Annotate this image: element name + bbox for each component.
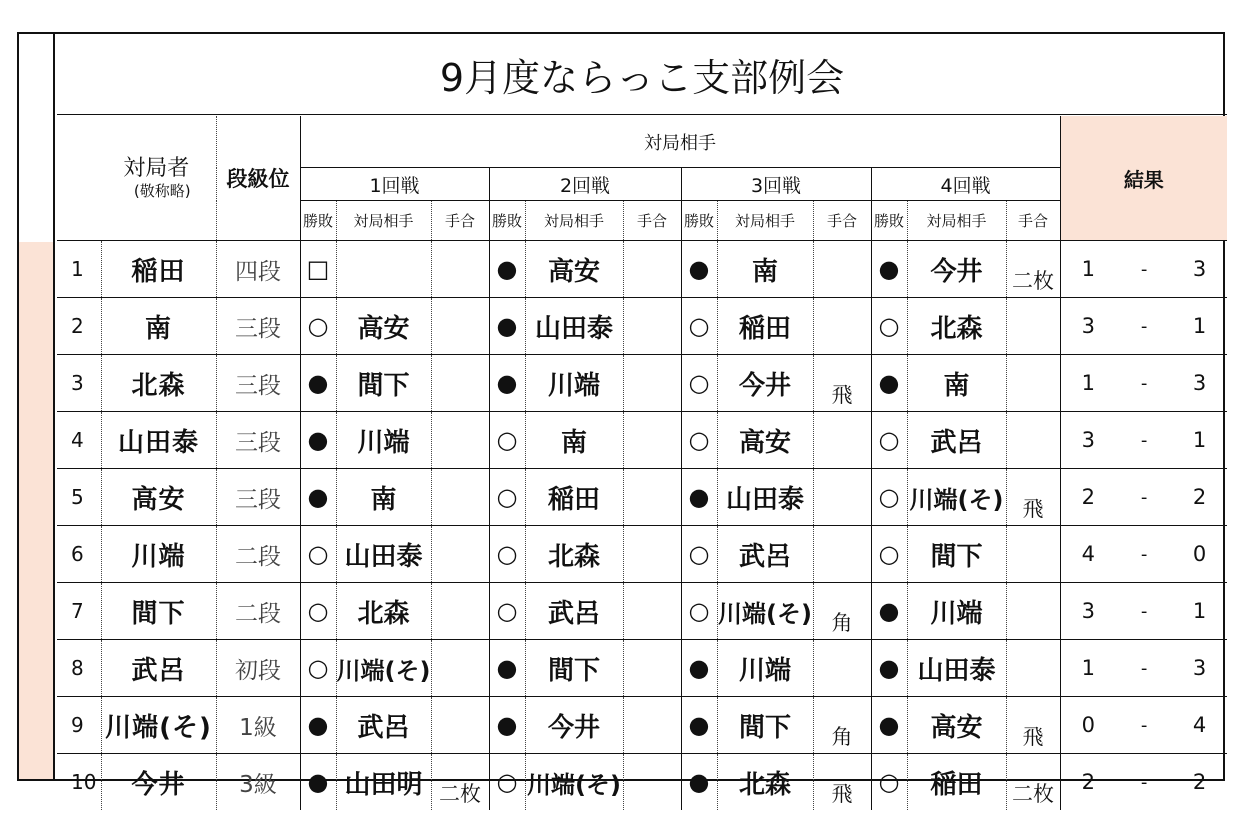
game-opponent: 今井	[525, 697, 623, 754]
score-separator: -	[1116, 754, 1172, 811]
table-row	[57, 355, 1227, 412]
player-name: 稲田	[101, 241, 216, 298]
row-number: 10	[57, 754, 101, 811]
game-handicap	[813, 526, 871, 583]
score-wins: 3	[1060, 298, 1116, 355]
game-opponent: 間下	[336, 355, 431, 412]
round-2-result-header: 勝敗	[489, 201, 525, 241]
table-row	[57, 412, 1227, 469]
score-losses: 0	[1172, 526, 1227, 583]
game-result-mark: ○	[681, 298, 717, 355]
game-result-mark: ●	[681, 697, 717, 754]
game-handicap: 飛	[813, 355, 871, 412]
player-header-label: 対局者	[123, 155, 190, 181]
score-wins: 2	[1060, 754, 1116, 811]
round-1-opponent-header: 対局相手	[336, 201, 431, 241]
game-opponent: 高安	[525, 241, 623, 298]
game-handicap	[1006, 640, 1060, 697]
left-margin-strip	[19, 34, 55, 779]
game-handicap	[431, 640, 489, 697]
game-result-mark: ○	[871, 298, 907, 355]
game-handicap	[623, 469, 681, 526]
player-rank: 三段	[216, 469, 300, 526]
score-separator: -	[1116, 697, 1172, 754]
player-name: 間下	[101, 583, 216, 640]
round-header-1: 1回戦	[300, 168, 489, 201]
results-table	[57, 116, 1227, 810]
player-rank: 三段	[216, 355, 300, 412]
row-number: 5	[57, 469, 101, 526]
player-rank: 三段	[216, 412, 300, 469]
game-result-mark: ○	[489, 469, 525, 526]
game-opponent: 武呂	[525, 583, 623, 640]
game-handicap	[813, 241, 871, 298]
game-handicap	[623, 412, 681, 469]
game-result-mark: ○	[300, 298, 336, 355]
game-opponent: 稲田	[525, 469, 623, 526]
table-row	[57, 697, 1227, 754]
game-result-mark: ●	[871, 583, 907, 640]
table-row	[57, 754, 1227, 811]
game-handicap	[431, 241, 489, 298]
game-result-mark: ○	[681, 583, 717, 640]
game-result-mark: ●	[300, 754, 336, 811]
game-opponent: 川端	[717, 640, 813, 697]
score-separator: -	[1116, 469, 1172, 526]
table-row	[57, 241, 1227, 298]
player-rank: 三段	[216, 298, 300, 355]
player-name: 今井	[101, 754, 216, 811]
game-handicap	[431, 298, 489, 355]
game-handicap	[1006, 298, 1060, 355]
scoreboard-sheet	[17, 32, 1225, 806]
game-handicap	[1006, 526, 1060, 583]
game-opponent: 南	[336, 469, 431, 526]
player-rank: 1級	[216, 697, 300, 754]
game-handicap	[431, 355, 489, 412]
score-losses: 2	[1172, 469, 1227, 526]
game-opponent: 間下	[907, 526, 1006, 583]
row-number: 2	[57, 298, 101, 355]
game-handicap	[1006, 355, 1060, 412]
score-wins: 1	[1060, 355, 1116, 412]
score-wins: 1	[1060, 241, 1116, 298]
round-1-handicap-header: 手合	[431, 201, 489, 241]
result-header: 結果	[1060, 116, 1227, 241]
game-opponent: 南	[907, 355, 1006, 412]
game-result-mark: ○	[489, 754, 525, 811]
player-rank: 3級	[216, 754, 300, 811]
score-separator: -	[1116, 241, 1172, 298]
game-handicap	[813, 412, 871, 469]
game-handicap: 飛	[1006, 697, 1060, 754]
score-losses: 4	[1172, 697, 1227, 754]
score-wins: 4	[1060, 526, 1116, 583]
game-handicap	[1006, 412, 1060, 469]
row-number: 4	[57, 412, 101, 469]
page-title: 9月度ならっこ支部例会	[57, 34, 1227, 115]
game-opponent: 南	[717, 241, 813, 298]
score-losses: 3	[1172, 640, 1227, 697]
game-handicap	[623, 526, 681, 583]
player-rank: 二段	[216, 526, 300, 583]
player-name: 武呂	[101, 640, 216, 697]
player-rank: 初段	[216, 640, 300, 697]
game-handicap: 二枚	[1006, 241, 1060, 298]
opponents-header: 対局相手	[300, 116, 1060, 168]
game-result-mark: ●	[300, 469, 336, 526]
game-opponent: 北森	[717, 754, 813, 811]
score-wins: 0	[1060, 697, 1116, 754]
round-2-opponent-header: 対局相手	[525, 201, 623, 241]
game-handicap: 飛	[1006, 469, 1060, 526]
row-number: 1	[57, 241, 101, 298]
round-3-handicap-header: 手合	[813, 201, 871, 241]
round-1-result-header: 勝敗	[300, 201, 336, 241]
score-losses: 1	[1172, 412, 1227, 469]
round-4-result-header: 勝敗	[871, 201, 907, 241]
game-handicap	[431, 412, 489, 469]
player-name: 山田泰	[101, 412, 216, 469]
game-opponent: 高安	[907, 697, 1006, 754]
player-name: 川端(そ)	[101, 697, 216, 754]
game-handicap	[431, 697, 489, 754]
game-handicap: 飛	[813, 754, 871, 811]
round-header-2: 2回戦	[489, 168, 681, 201]
game-result-mark: ●	[489, 355, 525, 412]
game-result-mark: ●	[489, 298, 525, 355]
game-result-mark: ○	[871, 469, 907, 526]
player-name: 南	[101, 298, 216, 355]
round-header-3: 3回戦	[681, 168, 871, 201]
row-number: 8	[57, 640, 101, 697]
game-handicap: 二枚	[431, 754, 489, 811]
game-opponent: 今井	[717, 355, 813, 412]
table-row	[57, 583, 1227, 640]
game-handicap	[623, 697, 681, 754]
game-result-mark: ○	[871, 526, 907, 583]
game-result-mark: ●	[489, 241, 525, 298]
player-name: 高安	[101, 469, 216, 526]
game-opponent: 今井	[907, 241, 1006, 298]
score-separator: -	[1116, 355, 1172, 412]
round-3-opponent-header: 対局相手	[717, 201, 813, 241]
game-opponent: 高安	[336, 298, 431, 355]
game-handicap	[623, 241, 681, 298]
game-result-mark: ○	[871, 754, 907, 811]
round-2-handicap-header: 手合	[623, 201, 681, 241]
game-result-mark: ●	[681, 241, 717, 298]
game-handicap	[431, 583, 489, 640]
table-body	[57, 241, 1227, 811]
game-handicap	[813, 298, 871, 355]
game-opponent: 川端	[336, 412, 431, 469]
game-handicap: 二枚	[1006, 754, 1060, 811]
game-opponent: 北森	[525, 526, 623, 583]
game-opponent: 北森	[907, 298, 1006, 355]
game-opponent: 川端	[525, 355, 623, 412]
game-handicap	[623, 583, 681, 640]
row-number: 7	[57, 583, 101, 640]
game-opponent: 山田明	[336, 754, 431, 811]
game-handicap	[623, 355, 681, 412]
table-row	[57, 298, 1227, 355]
game-result-mark: ○	[681, 355, 717, 412]
game-handicap	[813, 640, 871, 697]
score-separator: -	[1116, 640, 1172, 697]
game-result-mark: ○	[300, 640, 336, 697]
score-losses: 1	[1172, 583, 1227, 640]
game-result-mark: ●	[681, 640, 717, 697]
game-result-mark: ●	[300, 355, 336, 412]
round-3-result-header: 勝敗	[681, 201, 717, 241]
row-number: 3	[57, 355, 101, 412]
score-wins: 2	[1060, 469, 1116, 526]
game-result-mark: ○	[489, 583, 525, 640]
game-opponent: 山田泰	[525, 298, 623, 355]
row-number: 6	[57, 526, 101, 583]
game-handicap	[431, 469, 489, 526]
game-handicap: 角	[813, 583, 871, 640]
game-result-mark: ○	[489, 412, 525, 469]
game-opponent: 川端(そ)	[525, 754, 623, 811]
player-rank: 二段	[216, 583, 300, 640]
score-separator: -	[1116, 412, 1172, 469]
game-opponent: 山田泰	[717, 469, 813, 526]
game-opponent: 北森	[336, 583, 431, 640]
round-4-opponent-header: 対局相手	[907, 201, 1006, 241]
game-result-mark: ○	[489, 526, 525, 583]
game-handicap	[813, 469, 871, 526]
game-result-mark: ●	[489, 640, 525, 697]
player-header-note: (敬称略)	[133, 182, 191, 201]
player-header	[57, 116, 216, 241]
game-opponent: 山田泰	[336, 526, 431, 583]
game-handicap	[623, 298, 681, 355]
round-header-4: 4回戦	[871, 168, 1060, 201]
game-result-mark: ●	[300, 412, 336, 469]
game-result-mark: □	[300, 241, 336, 298]
game-result-mark: ○	[871, 412, 907, 469]
game-opponent: 間下	[717, 697, 813, 754]
game-result-mark: ●	[871, 697, 907, 754]
game-handicap: 角	[813, 697, 871, 754]
game-result-mark: ●	[871, 355, 907, 412]
score-separator: -	[1116, 298, 1172, 355]
player-rank: 四段	[216, 241, 300, 298]
game-opponent: 山田泰	[907, 640, 1006, 697]
game-opponent: 武呂	[336, 697, 431, 754]
score-separator: -	[1116, 583, 1172, 640]
game-opponent: 稲田	[907, 754, 1006, 811]
game-opponent: 武呂	[717, 526, 813, 583]
player-name: 川端	[101, 526, 216, 583]
game-handicap	[431, 526, 489, 583]
game-handicap	[623, 754, 681, 811]
score-wins: 1	[1060, 640, 1116, 697]
game-opponent: 高安	[717, 412, 813, 469]
game-opponent: 南	[525, 412, 623, 469]
game-result-mark: ●	[300, 697, 336, 754]
row-number: 9	[57, 697, 101, 754]
score-losses: 1	[1172, 298, 1227, 355]
game-opponent: 稲田	[717, 298, 813, 355]
game-result-mark: ●	[681, 754, 717, 811]
table-row	[57, 469, 1227, 526]
player-name: 北森	[101, 355, 216, 412]
score-losses: 3	[1172, 355, 1227, 412]
round-4-handicap-header: 手合	[1006, 201, 1060, 241]
game-opponent	[336, 241, 431, 298]
game-result-mark: ○	[681, 526, 717, 583]
game-handicap	[1006, 583, 1060, 640]
game-opponent: 川端	[907, 583, 1006, 640]
game-result-mark: ○	[300, 526, 336, 583]
rank-header: 段級位	[216, 116, 300, 241]
game-opponent: 川端(そ)	[907, 469, 1006, 526]
game-handicap	[623, 640, 681, 697]
score-losses: 3	[1172, 241, 1227, 298]
table-row	[57, 526, 1227, 583]
game-result-mark: ●	[871, 241, 907, 298]
game-result-mark: ○	[300, 583, 336, 640]
header-row	[57, 116, 1227, 168]
game-result-mark: ○	[681, 412, 717, 469]
game-opponent: 武呂	[907, 412, 1006, 469]
game-opponent: 川端(そ)	[336, 640, 431, 697]
score-wins: 3	[1060, 583, 1116, 640]
table-row	[57, 640, 1227, 697]
game-opponent: 川端(そ)	[717, 583, 813, 640]
score-separator: -	[1116, 526, 1172, 583]
left-margin-highlight	[19, 242, 53, 779]
game-result-mark: ●	[871, 640, 907, 697]
score-wins: 3	[1060, 412, 1116, 469]
game-result-mark: ●	[489, 697, 525, 754]
score-losses: 2	[1172, 754, 1227, 811]
game-opponent: 間下	[525, 640, 623, 697]
game-result-mark: ●	[681, 469, 717, 526]
